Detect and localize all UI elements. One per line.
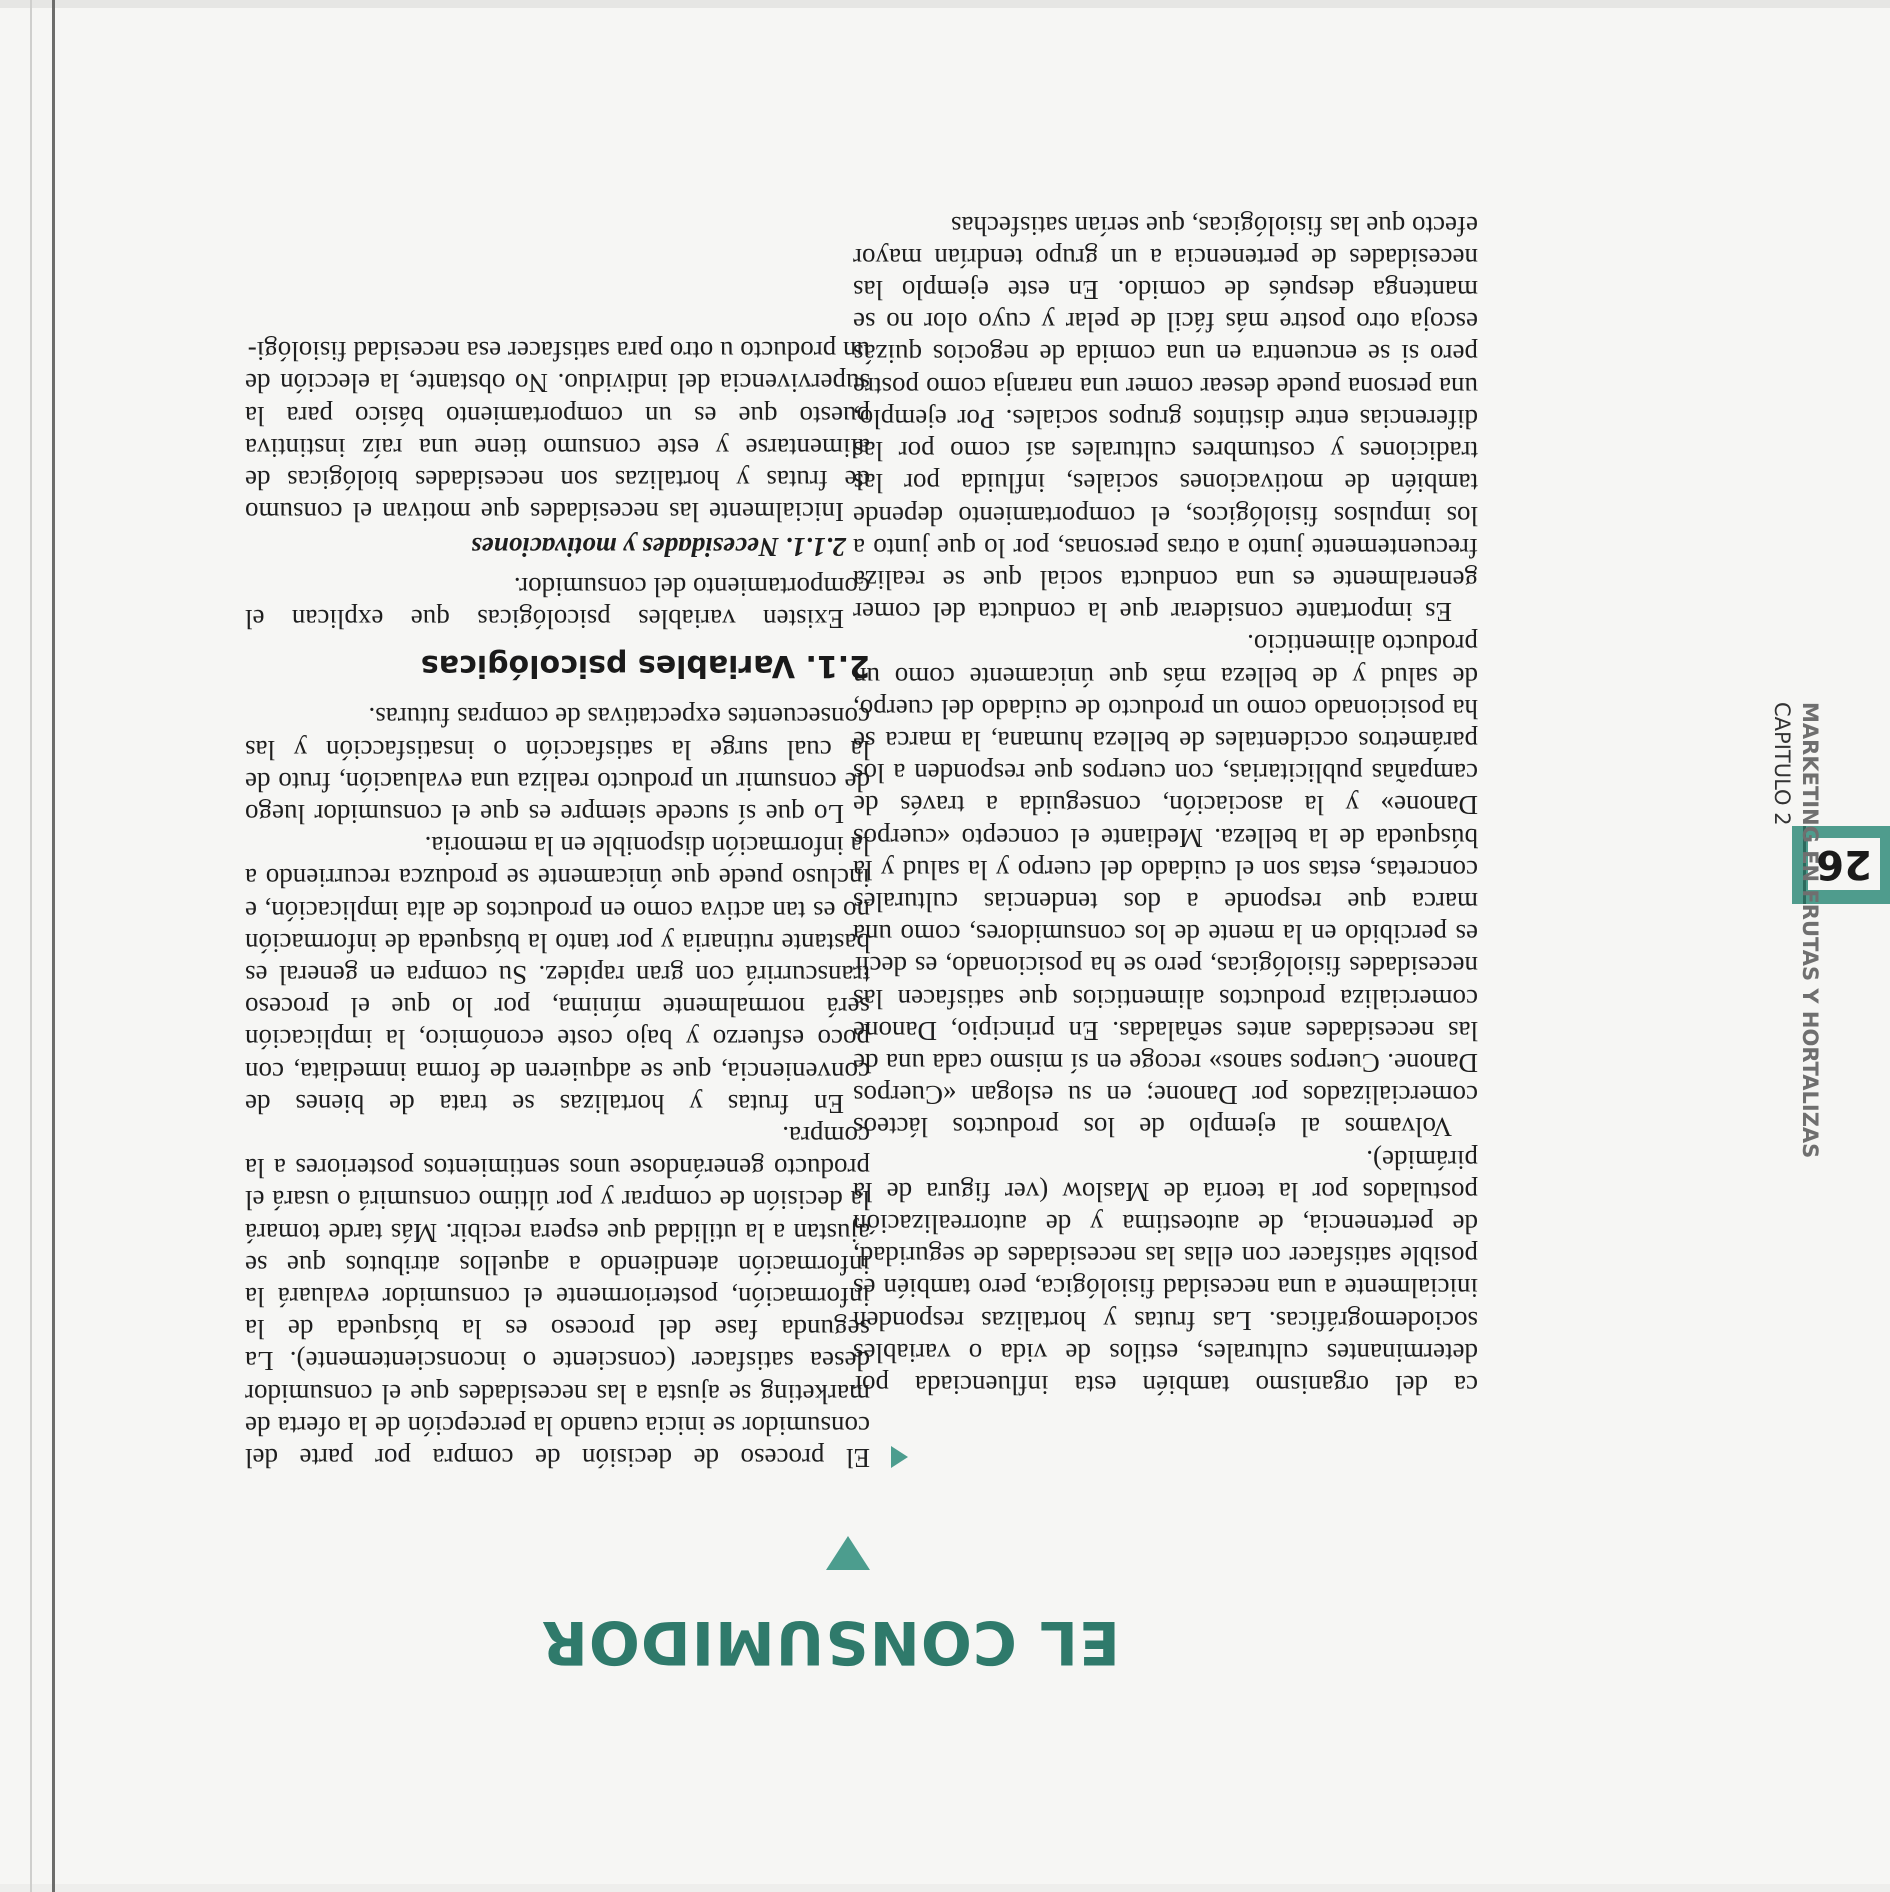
- running-head-chapter: CAPITULO 2: [1770, 702, 1794, 826]
- triangle-marker-icon: [826, 1536, 870, 1570]
- subsection-heading: 2.1.1. Necesidades y motivaciones: [471, 531, 846, 562]
- left-paragraph: ca del organismo también esta influenciada por determinantes culturales, estilos de vida o variables sociodemográficas. Las frutas y hortalizas responden inicialmente a una necesidad fisiológica, pero también es posible satisfacer con ellas las necesidades de seguridad, de pertenencia, de autoestima y de autorrealización postulados por la teoría de Maslow (ver figura de la pirámide).: [853, 1144, 1478, 1400]
- chapter-title: EL CONSUMIDOR: [540, 1607, 1120, 1677]
- right-paragraph: El proceso de decisión de compra por parte del consumidor se inicia cuando la percepción de la oferta de marketing se ajusta a las necesidades que el consumidor desea satisfacer (consciente o inconscientemente). La segunda fase del proceso es la búsqueda de la información, posteriormente el consumidor evaluará la información atendiendo a aquellos atributos que se ajustan a la utilidad que espera recibir. Más tarde tomará la decisión de comprar y por último consumirá o usará el producto generándose unos sentimientos posteriores a la compra.: [245, 1120, 870, 1473]
- running-head-book: MARKETING EN FRUTAS Y HORTALIZAS: [1798, 702, 1822, 1159]
- page-number: 26: [1808, 838, 1880, 890]
- left-paragraph: Es importante considerar que la conducta del comer generalmente es una conducta social que se realiza frecuentemente junto a otras personas, por lo que junto a los impulsos fisiológicos, el comportamiento depende también de motivaciones sociales, influida por las tradiciones y costumbres culturales así como por las diferencias entre distintos grupos sociales. Por ejemplo, una persona puede desear comer una naranja como postre pero si se encuentra en una comida de negocios quizás escoja otro postre más fácil de pelar y cuyo olor no se mantenga después de comido. En este ejemplo las necesidades de pertenencia a un grupo tendrían mayor efecto que las fisiológicas, que serían satisfechas: [853, 210, 1478, 628]
- subsection-paragraph: Inicialmente las necesidades que motivan el consumo de frutas y hortalizas son necesidades biológicas de alimentarse y este consumo tiene una raíz instintiva puesto que es un comportamiento básico para la supervivencia del individuo. No obstante, la elección de un producto u otro para satisfacer esa necesidad fisiológi-: [245, 336, 870, 528]
- right-paragraph: En frutas y hortalizas se trata de bienes de conveniencia, que se adquieren de forma inmediata, con poco esfuerzo y bajo coste económico, la implicación será normalmente mínima, por lo que el proceso transcurrirá con gran rapidez. Su compra en general es bastante rutinaria y por tanto la búsqueda de información no es tan activa como en productos de alta implicación, e incluso puede que únicamente se produzca recurriendo a la información disponible en la memoria.: [245, 831, 870, 1119]
- right-column: [245, 335, 870, 1474]
- section-paragraph: Existen variables psicológicas que explican el comportamiento del consumidor.: [245, 571, 870, 634]
- left-column: [853, 209, 1478, 1401]
- triangle-bullet-icon: [891, 1446, 908, 1468]
- section-heading: 2.1. Variables psicológicas: [420, 648, 870, 684]
- right-paragraph: Lo que sí sucede siempre es que el consumidor luego de consumir un producto realiza una evaluación, fruto de la cual surge la satisfacción o insatisfacción y las consecuentes expectativas de compras futuras.: [245, 702, 870, 829]
- left-paragraph: Volvamos al ejemplo de los productos lácteos comercializados por Danone; en su eslogan «Cuerpos Danone. Cuerpos sanos» recoge en sí mismo cada una de las necesidades antes señaladas. En principio, Danone comercializa productos alimenticios que satisfacen las necesidades fisiológicas, pero se ha posicionado, es decir es percibido en la mente de los consumidores, como una marca que responde a dos tendencias culturales concretas, estas son el cuidado del cuerpo y la salud y la búsqueda de la belleza. Mediante el concepto «cuerpos Danone» y la asociación, conseguida a través de campañas publicitarias, con cuerpos que responden a los parámetros occidentales de belleza humana, la marca se ha posicionado como un producto de cuidado del cuerpo, de salud y de belleza más que únicamente como un producto alimenticio.: [853, 629, 1478, 1143]
